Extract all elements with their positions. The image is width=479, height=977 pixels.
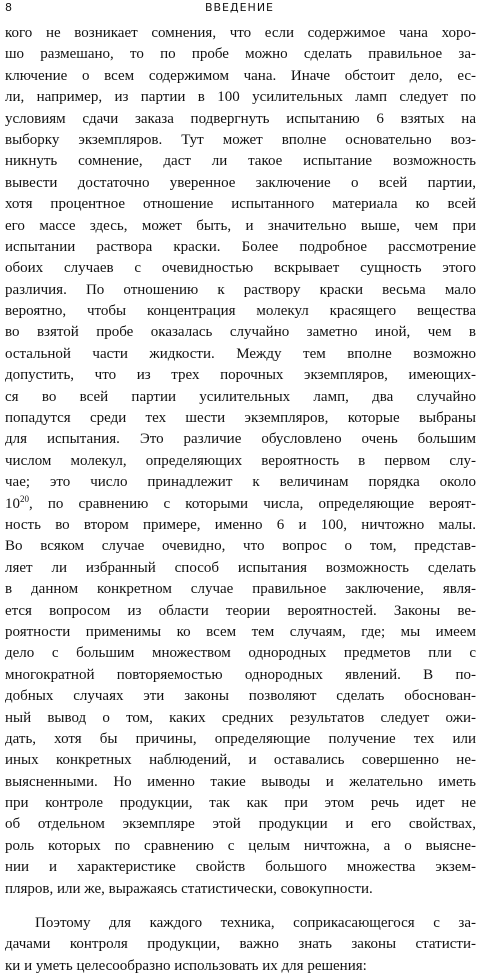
text-line: для испытания. Это различие обусловлено очень большим bbox=[5, 431, 476, 448]
text-line: различия. По отношению к раствору краски весьма мало bbox=[5, 281, 476, 298]
text-line: Поэтому для каждого техника, соприкасающегося с за- bbox=[35, 915, 476, 932]
text-line: Во всяком случае очевидно, что вопрос о том, представ- bbox=[5, 538, 476, 555]
text-line: дачами контроля продукции, важно знать законы статисти- bbox=[5, 936, 476, 953]
text-line: в данном конкретном случае правильное заключение, явля- bbox=[5, 581, 476, 598]
text-line: при контроле продукции, так как при этом речь идет не bbox=[5, 795, 476, 812]
text-line: ный вывод о том, каких средних результатов следует ожи- bbox=[5, 709, 476, 726]
page-number: 8 bbox=[5, 1, 12, 14]
text-line: числом молекул, определяющих вероятность в первом слу- bbox=[5, 452, 476, 469]
text-line: выясненными. Но именно такие выводы и желательно иметь bbox=[5, 773, 476, 790]
text-line: кого не возникает сомнения, что если содержимое чана хоро- bbox=[5, 25, 476, 41]
text-line: допустить, что из трех порочных экземпляров, имеющих- bbox=[5, 367, 476, 384]
text-line: остальной части жидкости. Между тем вполне возможно bbox=[5, 345, 476, 362]
text-line: об отдельном экземпляре этой продукции и его свойствах, bbox=[5, 816, 476, 833]
body-text bbox=[5, 23, 476, 977]
text-line: ключение о всем содержимом чана. Иначе обстоит дело, ес- bbox=[5, 67, 476, 84]
text-line: чае; это число принадлежит к величинам порядка около bbox=[5, 474, 476, 491]
text-line: вывести достаточно уверенное заключение о всей партии, bbox=[5, 174, 476, 191]
text-line: пляров, или же, выражаясь статистически, совокупности. bbox=[5, 880, 373, 897]
text-line: ляет ли избранный способ испытания возможность сделать bbox=[5, 559, 476, 576]
text-line: нии и характеристике свойств большого множества экзем- bbox=[5, 859, 476, 876]
text-line: дело с большим множеством однородных предметов пли с bbox=[5, 645, 476, 662]
page-header bbox=[0, 0, 479, 20]
power-exponent: 20 bbox=[20, 493, 29, 504]
text-line: ность во втором примере, именно 6 и 100, ничтожно малы. bbox=[5, 516, 476, 533]
paragraph-1 bbox=[5, 23, 476, 900]
text-line: его массе здесь, может быть, и значительно выше, чем при bbox=[5, 217, 476, 234]
text-line: ся во всей партии усилительных ламп, два случайно bbox=[5, 388, 476, 405]
text-line: шо размешано, то по пробе можно сделать правильное за- bbox=[5, 46, 476, 63]
text-line: попадутся среди тех шести экземпляров, которые выбраны bbox=[5, 410, 476, 427]
text-line: дать, хотя бы причины, определяющие получение тех или bbox=[5, 730, 476, 747]
text-line: иных конкретных наблюдений, и оставались совершенно не- bbox=[5, 752, 476, 769]
text-line: ется вопросом из области теории вероятностей. Законы ве- bbox=[5, 602, 476, 619]
power-base: 10 bbox=[5, 495, 20, 512]
text-line: $10^{20}$, по сравнению с которыми числа, определяющие вероят- bbox=[5, 493, 476, 512]
text-line: хотя процентное отношение испытанного материала ко всей bbox=[5, 196, 476, 213]
text-line: ки и уметь целесообразно использовать их для решения: bbox=[5, 957, 367, 974]
text-line: многократной повторяемостью однородных явлений. В по- bbox=[5, 666, 476, 683]
paragraph-2 bbox=[5, 913, 476, 977]
text-line: обоих случаев с очевидностью вскрывает сущность этого bbox=[5, 260, 476, 277]
text-line: добных случаях эти законы позволяют сделать обоснован- bbox=[5, 688, 476, 705]
running-head: ВВЕДЕНИЕ bbox=[204, 1, 275, 14]
text-line: во взятой пробе оказалась случайно заметно иной, чем в bbox=[5, 324, 476, 341]
text-line: никнуть сомнение, даст ли такое испытание возможность bbox=[5, 153, 476, 170]
paragraph-gap bbox=[5, 900, 476, 913]
text-line: условиям сдачи заказа подвергнуть испытанию 6 взятых на bbox=[5, 110, 476, 127]
text-line: роль которых по сравнению с целым ничтожна, а о выясне- bbox=[5, 837, 476, 854]
text-line: роятности применимы ко всем тем случаям, где; мы имеем bbox=[5, 623, 476, 640]
text-line: ли, например, из партии в 100 усилительных ламп следует по bbox=[5, 89, 476, 106]
text-line: выборку экземпляров. Тут может вполне основательно воз- bbox=[5, 131, 476, 148]
text-line: испытании раствора краски. Более подробное рассмотрение bbox=[5, 238, 476, 255]
text-line: вероятно, чтобы концентрация молекул красящего вещества bbox=[5, 303, 476, 320]
